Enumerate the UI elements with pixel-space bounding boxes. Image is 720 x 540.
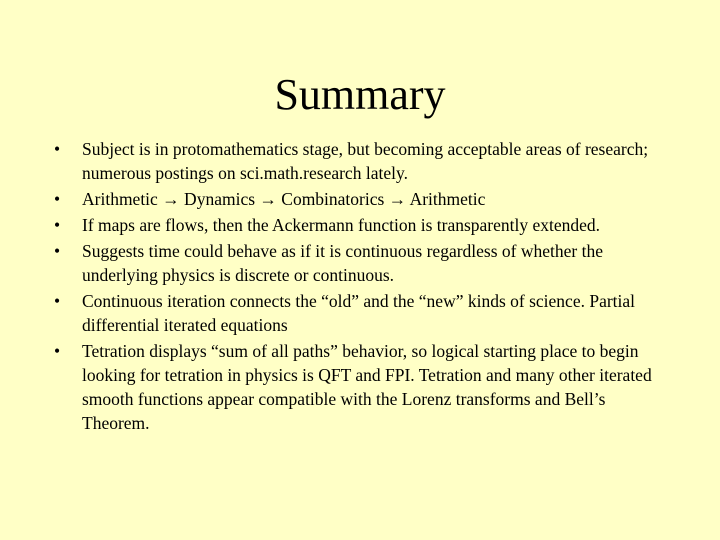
bullet-text: Suggests time could behave as if it is continuous regardless of whether the underlying physics is discrete or continuous. [82, 241, 603, 285]
bullet-item [54, 289, 674, 337]
bullet-text: Arithmetic → Dynamics → Combinatorics → Arithmetic [82, 189, 486, 209]
bullet-marker: • [54, 215, 61, 235]
bullet-marker: • [54, 241, 61, 261]
bullet-text: If maps are flows, then the Ackermann function is transparently extended. [82, 215, 601, 235]
bullet-item [54, 187, 674, 211]
bullet-item [54, 213, 674, 237]
bullet-marker: • [54, 139, 61, 159]
bullet-text: Continuous iteration connects the “old” and the “new” kinds of science. Partial differential iterated equations [82, 291, 636, 335]
bullet-item [54, 137, 674, 185]
bullet-marker: • [54, 189, 61, 209]
bullet-item [54, 339, 674, 435]
slide-title: Summary [274, 70, 446, 119]
bullet-list [54, 137, 674, 437]
bullet-marker: • [54, 341, 61, 361]
bullet-text: Tetration displays “sum of all paths” behavior, so logical starting place to begin looking for tetration in physics is QFT and FPI. Tetration and many other iterated smooth functions appear compatible with the Lorenz transforms and Bell’s Theorem. [82, 341, 652, 433]
bullet-marker: • [54, 291, 61, 311]
bullet-text: Subject is in protomathematics stage, but becoming acceptable areas of research; numerous postings on sci.math.research lately. [82, 139, 649, 183]
bullet-item [54, 239, 674, 287]
